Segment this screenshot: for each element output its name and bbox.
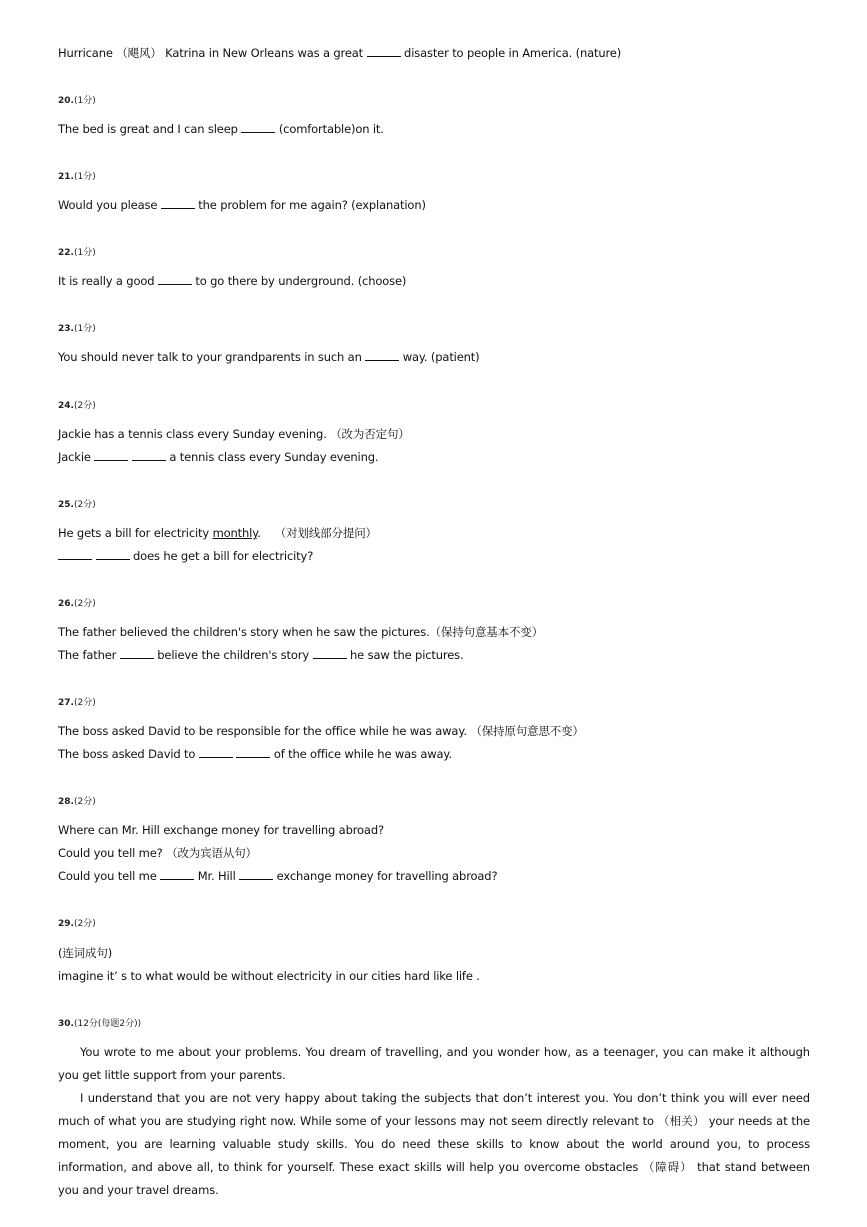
question-22-line <box>58 273 406 289</box>
question-26-header <box>58 598 96 610</box>
sentence-part: He gets a bill for electricity <box>58 526 210 540</box>
question-number: 22. <box>58 248 74 258</box>
sentence-part: Hurricane （飓风） Katrina in New Orleans was a great <box>58 46 364 60</box>
answer-blank[interactable] <box>313 647 347 659</box>
sentence-part: he saw the pictures. <box>350 648 464 662</box>
sentence-part: to go there by underground. (choose) <box>195 274 407 288</box>
question-number: 20. <box>58 96 74 106</box>
sentence-part: way. (patient) <box>402 350 480 364</box>
question-27-line-2 <box>58 746 452 762</box>
question-number: 28. <box>58 797 74 807</box>
sentence-part: a tennis class every Sunday evening. <box>169 450 379 464</box>
question-29-line-1 <box>58 945 112 961</box>
sentence-part: believe the children's story <box>157 648 310 662</box>
question-25-line-1 <box>58 525 377 541</box>
passage-paragraph-1: You wrote to me about your problems. You dream of travelling, and you wonder how, as a teenager, you can make it although you get little support from your parents. <box>58 1045 810 1082</box>
sentence-part: Mr. Hill <box>197 869 236 883</box>
sentence-text: imagine it’ s to what would be without electricity in our cities hard like life . <box>58 969 480 983</box>
sentence-part: Could you tell me <box>58 869 157 883</box>
sentence-part: . （对划线部分提问） <box>257 526 377 540</box>
answer-blank[interactable] <box>58 548 92 560</box>
question-24-header <box>58 400 96 412</box>
sentence-text: Where can Mr. Hill exchange money for travelling abroad? <box>58 823 384 837</box>
answer-blank[interactable] <box>239 868 273 880</box>
question-score: (1分) <box>73 248 96 258</box>
answer-blank[interactable] <box>199 746 233 758</box>
answer-blank[interactable] <box>365 349 399 361</box>
answer-blank[interactable] <box>120 647 154 659</box>
sentence-text: The boss asked David to be responsible for the office while he was away. （保持原句意思不变） <box>58 724 584 738</box>
sentence-part: exchange money for travelling abroad? <box>276 869 498 883</box>
question-number: 24. <box>58 401 74 411</box>
question-28-line-1 <box>58 822 384 838</box>
question-number: 23. <box>58 324 74 334</box>
question-27-line-1 <box>58 723 584 739</box>
sentence-part: the problem for me again? (explanation) <box>198 198 426 212</box>
question-30-header <box>58 1018 141 1030</box>
answer-blank[interactable] <box>236 746 270 758</box>
question-number: 27. <box>58 698 74 708</box>
sentence-part: The father <box>58 648 117 662</box>
sentence-part: You should never talk to your grandparents in such an <box>58 350 362 364</box>
answer-blank[interactable] <box>96 548 130 560</box>
sentence-part: of the office while he was away. <box>273 747 452 761</box>
question-27-header <box>58 697 96 709</box>
answer-blank[interactable] <box>132 449 166 461</box>
question-28-line-3 <box>58 868 497 884</box>
passage-paragraph-2: I understand that you are not very happy about taking the subjects that don’t interest you. You don’t think you will ever need much of what you are studying right now. While some of your lessons may not seem directly relevant to （相关） your needs at the moment, you are learning valuable study skills. You do need these skills to know about the world around you, to process information, and above all, to think for yourself. These exact skills will help you overcome obstacles （障碍） that stand between you and your travel dreams. <box>58 1091 810 1197</box>
question-20-header <box>58 95 96 107</box>
answer-blank[interactable] <box>94 449 128 461</box>
question-20-line <box>58 121 384 137</box>
question-24-line-1 <box>58 426 410 442</box>
sentence-part: disaster to people in America. (nature) <box>404 46 622 60</box>
question-score: (1分) <box>73 172 96 182</box>
sentence-text: Jackie has a tennis class every Sunday evening. （改为否定句） <box>58 427 410 441</box>
question-score: (2分) <box>73 599 96 609</box>
sentence-part: does he get a bill for electricity? <box>133 549 314 563</box>
question-29-line-2 <box>58 968 480 984</box>
question-21-header <box>58 171 96 183</box>
question-19-line <box>58 45 621 61</box>
question-number: 21. <box>58 172 74 182</box>
answer-blank[interactable] <box>367 45 401 57</box>
question-score: (2分) <box>73 919 96 929</box>
sentence-part: The boss asked David to <box>58 747 196 761</box>
question-number: 26. <box>58 599 74 609</box>
question-score: (1分) <box>73 324 96 334</box>
instruction-text: (连词成句) <box>58 946 113 960</box>
sentence-text: Could you tell me? （改为宾语从句） <box>58 846 257 860</box>
question-26-line-2 <box>58 647 464 663</box>
underlined-word: monthly <box>212 526 258 540</box>
question-26-line-1 <box>58 624 543 640</box>
answer-blank[interactable] <box>241 121 275 133</box>
question-28-line-2 <box>58 845 257 861</box>
sentence-text: The father believed the children's story when he saw the pictures.（保持句意基本不变） <box>58 625 544 639</box>
sentence-part: (comfortable)on it. <box>278 122 384 136</box>
question-number: 25. <box>58 500 74 510</box>
question-22-header <box>58 247 96 259</box>
answer-blank[interactable] <box>158 273 192 285</box>
question-score: (2分) <box>73 797 96 807</box>
question-25-line-2 <box>58 548 313 564</box>
sentence-part: The bed is great and I can sleep <box>58 122 238 136</box>
question-29-header <box>58 918 96 930</box>
answer-blank[interactable] <box>160 868 194 880</box>
answer-blank[interactable] <box>161 197 195 209</box>
question-number: 29. <box>58 919 74 929</box>
sentence-part: It is really a good <box>58 274 155 288</box>
sentence-part: Jackie <box>58 450 91 464</box>
question-score: (1分) <box>73 96 96 106</box>
question-score: (2分) <box>73 698 96 708</box>
question-23-line <box>58 349 479 365</box>
question-number: 30. <box>58 1019 74 1029</box>
question-21-line <box>58 197 426 213</box>
question-score: (12分(每题2分)) <box>73 1019 142 1029</box>
question-24-line-2 <box>58 449 378 465</box>
question-23-header <box>58 323 96 335</box>
question-25-header <box>58 499 96 511</box>
question-28-header <box>58 796 96 808</box>
question-score: (2分) <box>73 500 96 510</box>
sentence-part: Would you please <box>58 198 158 212</box>
question-score: (2分) <box>73 401 96 411</box>
